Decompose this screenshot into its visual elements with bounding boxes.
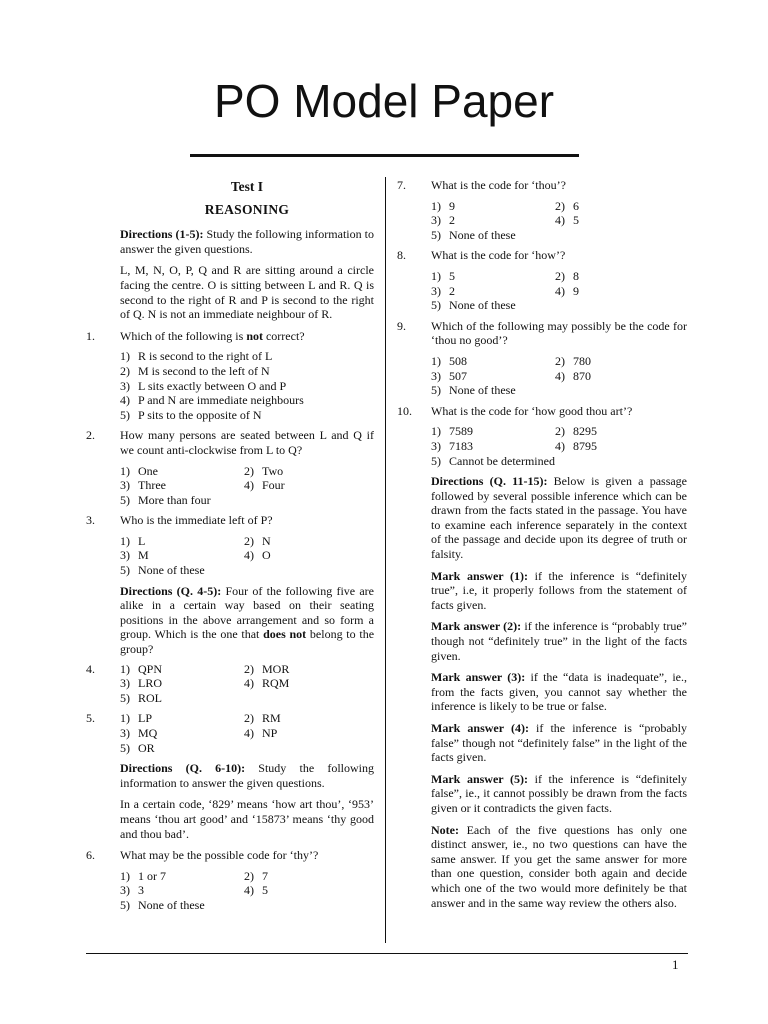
option[interactable]: 1) QPN: [120, 661, 163, 676]
passage-code: In a certain code, ‘829’ means ‘how art thou’, ‘953’ means ‘thou art good’ and ‘15873’ means ‘thy good and thou bad’.: [120, 797, 374, 841]
option[interactable]: 2) N: [244, 533, 271, 548]
question-1-options: [120, 349, 374, 422]
option[interactable]: 1) L: [120, 533, 146, 548]
option[interactable]: 5) None of these: [120, 897, 205, 912]
question-8: 8. What is the code for ‘how’?: [397, 248, 566, 263]
option[interactable]: 4) 870: [555, 368, 591, 383]
directions-1-5: Directions (1-5): Study the following information to answer the given questions.: [120, 227, 374, 256]
option[interactable]: 1) 508: [431, 353, 467, 368]
question-3-options: [120, 534, 374, 578]
option[interactable]: 3) 7183: [431, 438, 473, 453]
option[interactable]: 1) LP: [120, 711, 153, 726]
option[interactable]: 2) RM: [244, 711, 281, 726]
question-6-options: [120, 869, 374, 913]
option[interactable]: 5) P sits to the opposite of N: [120, 407, 262, 422]
directions-11-15: Directions (Q. 11-15): Below is given a passage followed by several possible inference which can be drawn from the facts stated in the passage. You have to examine each inference separately in the context of the passage and decide upon its degree of truth or falsity.: [431, 474, 688, 562]
option[interactable]: 2) 6: [555, 198, 579, 213]
option[interactable]: 5) None of these: [431, 298, 516, 313]
question-5: 5. 1) LP 2) RM 3) MQ 4) NP 5) OR: [86, 711, 374, 755]
question-8-options: [431, 269, 687, 313]
question-10-options: [431, 424, 687, 468]
mark-answer-3: Mark answer (3): if the “data is inadequate”, ie., from the facts given, you cannot say whether the inference is likely to be true or false.: [431, 670, 688, 714]
option[interactable]: 5) Cannot be determined: [431, 453, 555, 468]
option[interactable]: 2) 7: [244, 868, 268, 883]
option[interactable]: 4) 5: [244, 883, 268, 898]
option[interactable]: 1) R is second to the right of L: [120, 349, 273, 364]
left-column: [86, 178, 374, 919]
right-column: [397, 178, 687, 917]
option[interactable]: 5) None of these: [120, 563, 205, 578]
option[interactable]: 3) L sits exactly between O and P: [120, 378, 287, 393]
mark-answer-1: Mark answer (1): if the inference is “definitely true”, i.e, it properly follows from the statement of facts given.: [431, 568, 688, 612]
option[interactable]: 3) M: [120, 548, 149, 563]
option[interactable]: 2) Two: [244, 463, 284, 478]
question-9: 9. Which of the following may possibly be the code for ‘thou no good’?: [397, 318, 687, 348]
option[interactable]: 2) 780: [555, 353, 591, 368]
option[interactable]: 4) O: [244, 548, 271, 563]
mark-answer-2: Mark answer (2): if the inference is “probably true” though not “definitely true” in the light of the facts given.: [431, 619, 687, 663]
option[interactable]: 3) 2: [431, 213, 455, 228]
question-7: 7. What is the code for ‘thou’?: [397, 178, 566, 192]
option[interactable]: 1) 1 or 7: [120, 868, 166, 883]
option[interactable]: 3) 2: [431, 283, 455, 298]
directions-6-10: Directions (Q. 6-10): Study the following information to answer the given questions.: [120, 761, 374, 790]
option[interactable]: 2) M is second to the left of N: [120, 363, 270, 378]
option[interactable]: 5) ROL: [120, 690, 162, 705]
option[interactable]: 4) Four: [244, 478, 285, 493]
option[interactable]: 5) None of these: [431, 227, 516, 242]
question-9-options: [431, 354, 687, 398]
option[interactable]: 4) RQM: [244, 676, 290, 691]
option[interactable]: 5) More than four: [120, 492, 211, 507]
passage-seating: L, M, N, O, P, Q and R are sitting around a circle facing the centre. O is sitting between L and R. Q is second to the right of R and P is second to the right of Q. N is not an immediate neighbour of R.: [120, 263, 374, 322]
test-heading: Test I: [230, 179, 264, 194]
option[interactable]: 4) 5: [555, 213, 579, 228]
question-1: 1. Which of the following is not correct?: [86, 328, 305, 343]
question-2: 2. How many persons are seated between L and Q if we count anti-clockwise from L to Q?: [86, 428, 374, 457]
option[interactable]: 4) 9: [555, 283, 579, 298]
page-number: 1: [672, 957, 679, 972]
option[interactable]: 1) 5: [431, 268, 455, 283]
column-divider: [385, 177, 386, 943]
question-7-options: [431, 199, 687, 243]
option[interactable]: 3) LRO: [120, 676, 162, 691]
option[interactable]: 2) 8295: [555, 424, 597, 439]
title-rule: [190, 154, 579, 157]
directions-4-5: Directions (Q. 4-5): Four of the following five are alike in a certain way based on their seating positions in the above arrangement and so form a group. Which is the one that does not belong to the group?: [120, 583, 375, 657]
question-10: 10. What is the code for ‘how good thou art’?: [397, 403, 633, 418]
page-title: PO Model Paper: [213, 75, 555, 127]
option[interactable]: 4) 8795: [555, 438, 597, 453]
note: Note: Each of the five questions has only one distinct answer, ie., no two questions can have the same answer. If you get the same answer for more than one question, consider both again and decide which one of the two would more definitely be that answer and in the same way review the others also.: [431, 822, 687, 910]
question-3: 3. Who is the immediate left of P?: [86, 513, 273, 528]
option[interactable]: 1) 9: [431, 198, 455, 213]
option[interactable]: 1) 7589: [431, 424, 473, 439]
option[interactable]: 3) 507: [431, 368, 467, 383]
option[interactable]: 3) MQ: [120, 726, 158, 740]
option[interactable]: 3) Three: [120, 478, 166, 493]
mark-answer-5: Mark answer (5): if the inference is “definitely false”, ie., it cannot possibly be drawn from the facts given or it contradicts the given facts.: [431, 771, 688, 815]
option[interactable]: 4) P and N are immediate neighbours: [120, 393, 304, 408]
footer-rule: [86, 953, 688, 954]
question-2-options: [120, 464, 374, 508]
question-4: 4. 1) QPN 2) MOR 3) LRO 4) RQM 5) ROL: [86, 662, 374, 706]
option[interactable]: 1) One: [120, 463, 158, 478]
option[interactable]: 2) 8: [555, 268, 579, 283]
option[interactable]: 2) MOR: [244, 661, 290, 676]
question-6: 6. What may be the possible code for ‘thy’?: [86, 848, 319, 863]
option[interactable]: 4) NP: [244, 726, 278, 740]
option[interactable]: 5) None of these: [431, 383, 516, 398]
option[interactable]: 3) 3: [120, 883, 144, 898]
option[interactable]: 5) OR: [120, 740, 155, 755]
mark-answer-4: Mark answer (4): if the inference is “probably false” though not “definitely false” in the light of the facts given.: [431, 721, 688, 765]
section-heading: REASONING: [204, 201, 290, 217]
